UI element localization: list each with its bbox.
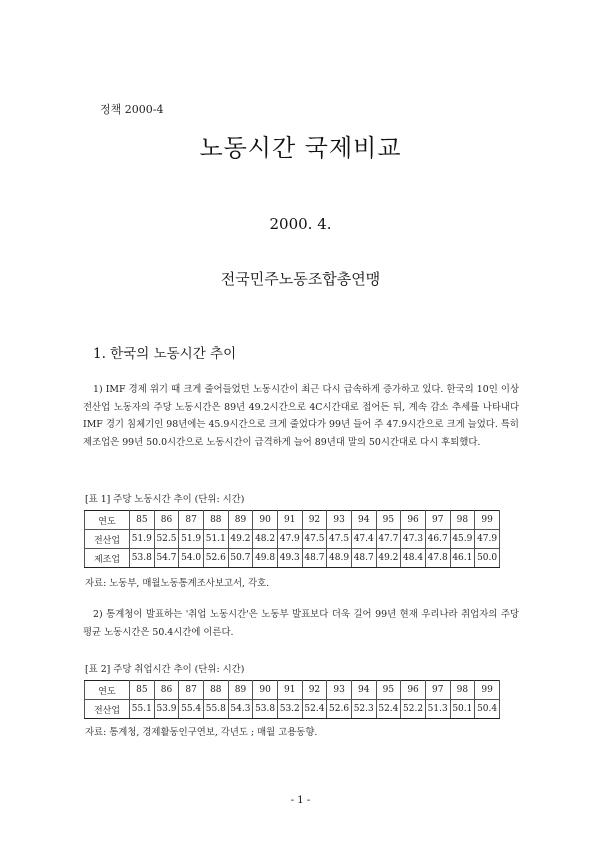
- value-cell: 54.0: [179, 549, 204, 568]
- value-cell: 52.6: [327, 700, 352, 719]
- year-cell: 91: [277, 511, 302, 530]
- value-cell: 47.8: [425, 549, 450, 568]
- year-cell: 96: [401, 511, 426, 530]
- year-cell: 89: [228, 681, 253, 700]
- year-cell: 99: [475, 511, 500, 530]
- table-row: [85, 549, 500, 568]
- value-cell: 52.4: [376, 700, 401, 719]
- value-cell: 47.3: [401, 530, 426, 549]
- row-label: 전산업: [85, 530, 130, 549]
- paragraph-2: 2) 통계청이 발표하는 '취업 노동시간'은 노동부 발표보다 더욱 길어 99년 현재 우리나라 취업자의 주당 평균 노동시간은 50.4시간에 이른다.: [83, 609, 519, 638]
- value-cell: 53.2: [277, 700, 302, 719]
- year-cell: 98: [450, 681, 475, 700]
- value-cell: 48.4: [401, 549, 426, 568]
- year-cell: 95: [376, 681, 401, 700]
- year-cell: 86: [154, 511, 179, 530]
- document-title: 노동시간 국제비교: [199, 134, 402, 162]
- value-cell: 48.7: [302, 549, 327, 568]
- year-cell: 95: [376, 511, 401, 530]
- value-cell: 49.2: [228, 530, 253, 549]
- value-cell: 55.8: [203, 700, 228, 719]
- table1-header-row: [85, 511, 500, 530]
- year-cell: 86: [154, 681, 179, 700]
- year-cell: 88: [203, 511, 228, 530]
- table2-caption: [표 2] 주당 취업시간 추이 (단위: 시간): [85, 664, 245, 675]
- value-cell: 47.5: [302, 530, 327, 549]
- value-cell: 52.6: [203, 549, 228, 568]
- year-cell: 88: [203, 681, 228, 700]
- year-cell: 97: [425, 511, 450, 530]
- table1: [84, 510, 500, 568]
- paragraph-1: 1) IMF 경제 위기 때 크게 줄어들었던 노동시간이 최근 다시 급속하게 증가하고 있다. 한국의 10인 이상 전산업 노동자의 주당 노동시간은 89년 49.2시간으로 4C시간대로 접어든 뒤, 계속 감소 추세를 나타내다 IMF 경기 침체기인 98년에는 45.9시간으로 크게 줄었다가 99년 들어 주 47.9시간으로 크게 늘었다. 특히 제조업은 99년 50.0시간으로 노동시간이 급격하게 늘어 89년대 말의 50시간대로 다시 후퇴했다.: [83, 384, 519, 448]
- table2-source: 자료: 통계청, 경제활동인구연보, 각년도 ; 매월 고용동향.: [85, 727, 318, 738]
- value-cell: 48.7: [351, 549, 376, 568]
- value-cell: 48.2: [253, 530, 278, 549]
- organization-name: 전국민주노동조합총연맹: [220, 270, 381, 288]
- year-cell: 89: [228, 511, 253, 530]
- value-cell: 47.9: [277, 530, 302, 549]
- value-cell: 49.8: [253, 549, 278, 568]
- table2: [84, 680, 500, 719]
- value-cell: 51.9: [130, 530, 155, 549]
- table1-caption: [표 1] 주당 노동시간 추이 (단위: 시간): [85, 494, 245, 505]
- value-cell: 46.1: [450, 549, 475, 568]
- value-cell: 53.8: [253, 700, 278, 719]
- document-code: 정책 2000-4: [100, 103, 164, 116]
- section-heading: 1. 한국의 노동시간 추이: [93, 346, 237, 362]
- value-cell: 50.1: [450, 700, 475, 719]
- value-cell: 51.9: [179, 530, 204, 549]
- value-cell: 47.4: [351, 530, 376, 549]
- year-cell: 94: [351, 681, 376, 700]
- value-cell: 47.7: [376, 530, 401, 549]
- year-cell: 92: [302, 681, 327, 700]
- value-cell: 46.7: [425, 530, 450, 549]
- year-cell: 94: [351, 511, 376, 530]
- value-cell: 49.3: [277, 549, 302, 568]
- table2-header-row: [85, 681, 500, 700]
- table-row: [85, 700, 500, 719]
- value-cell: 47.9: [475, 530, 500, 549]
- year-cell: 93: [327, 511, 352, 530]
- row-label: 전산업: [85, 700, 130, 719]
- value-cell: 51.1: [203, 530, 228, 549]
- year-cell: 91: [277, 681, 302, 700]
- year-cell: 90: [253, 681, 278, 700]
- year-cell: 87: [179, 511, 204, 530]
- year-cell: 85: [130, 681, 155, 700]
- value-cell: 50.4: [475, 700, 500, 719]
- value-cell: 48.9: [327, 549, 352, 568]
- table2-header-label: 연도: [85, 681, 130, 700]
- value-cell: 52.4: [302, 700, 327, 719]
- year-cell: 85: [130, 511, 155, 530]
- year-cell: 90: [253, 511, 278, 530]
- document-date: 2000. 4.: [269, 215, 332, 233]
- year-cell: 98: [450, 511, 475, 530]
- value-cell: 47.5: [327, 530, 352, 549]
- value-cell: 54.3: [228, 700, 253, 719]
- value-cell: 55.4: [179, 700, 204, 719]
- value-cell: 50.0: [475, 549, 500, 568]
- table-row: [85, 530, 500, 549]
- year-cell: 99: [475, 681, 500, 700]
- value-cell: 45.9: [450, 530, 475, 549]
- value-cell: 51.3: [425, 700, 450, 719]
- value-cell: 50.7: [228, 549, 253, 568]
- year-cell: 92: [302, 511, 327, 530]
- value-cell: 55.1: [130, 700, 155, 719]
- year-cell: 96: [401, 681, 426, 700]
- year-cell: 87: [179, 681, 204, 700]
- value-cell: 49.2: [376, 549, 401, 568]
- table1-header-label: 연도: [85, 511, 130, 530]
- year-cell: 97: [425, 681, 450, 700]
- value-cell: 53.8: [130, 549, 155, 568]
- value-cell: 52.2: [401, 700, 426, 719]
- value-cell: 54.7: [154, 549, 179, 568]
- value-cell: 52.3: [351, 700, 376, 719]
- row-label: 제조업: [85, 549, 130, 568]
- value-cell: 53.9: [154, 700, 179, 719]
- table1-source: 자료: 노동부, 매월노동통계조사보고서, 각호.: [85, 578, 270, 589]
- page-number: - 1 -: [290, 795, 311, 806]
- year-cell: 93: [327, 681, 352, 700]
- value-cell: 52.5: [154, 530, 179, 549]
